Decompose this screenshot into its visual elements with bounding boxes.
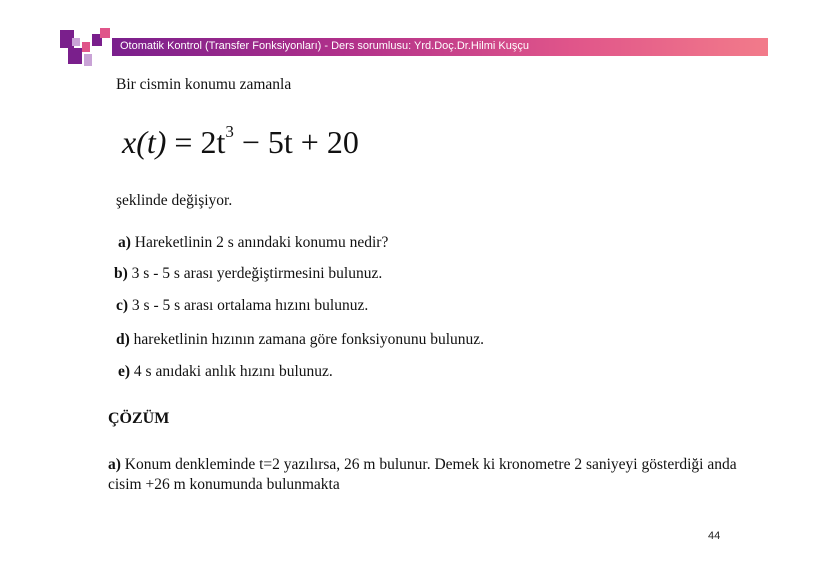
slide-logo [0,0,120,70]
formula-rest: − 5t + 20 [233,124,359,160]
logo-square [100,28,110,38]
question-label: d) [116,331,130,348]
logo-square [82,42,90,52]
formula-eq: = 2t [166,124,226,160]
question-text: 4 s anıdaki anlık hızını bulunuz. [130,363,333,380]
solution-paragraph [108,455,748,495]
question-text: 3 s - 5 s arası yerdeğiştirmesini bulunuz. [127,265,383,282]
formula-exponent: 3 [225,122,234,141]
header-title: Otomatik Kontrol (Transfer Fonksiyonları) - Ders sorumlusu: Yrd.Doç.Dr.Hilmi Kuşçu [120,40,529,52]
solution-title: ÇÖZÜM [108,410,170,427]
question-label: e) [118,363,131,380]
question-d [116,331,484,349]
solution-text: Konum denkleminde t=2 yazılırsa, 26 m bulunur. Demek ki kronometre 2 saniyeyi gösterdiği anda cisim +26 m konumunda bulunmakta [108,456,737,493]
intro-line: Bir cismin konumu zamanla [116,76,292,93]
question-label: c) [116,297,129,314]
question-e [118,363,333,381]
question-b [114,265,382,283]
question-label: b) [114,265,128,282]
page-number: 44 [708,530,721,542]
question-text: hareketlinin hızının zamana göre fonksiyonunu bulunuz. [129,331,485,348]
question-text: Hareketlinin 2 s anındaki konumu nedir? [130,234,389,251]
logo-square [72,38,80,46]
question-text: 3 s - 5 s arası ortalama hızını bulunuz. [128,297,369,314]
question-c [116,297,368,315]
intro-line-2: şeklinde değişiyor. [116,192,233,209]
logo-square [68,48,82,64]
formula-lhs: x(t) [122,124,167,160]
position-formula [122,122,359,161]
header-bar [112,38,768,56]
logo-square [84,54,92,66]
question-a [118,234,388,252]
solution-label: a) [108,456,121,473]
question-label: a) [118,234,131,251]
